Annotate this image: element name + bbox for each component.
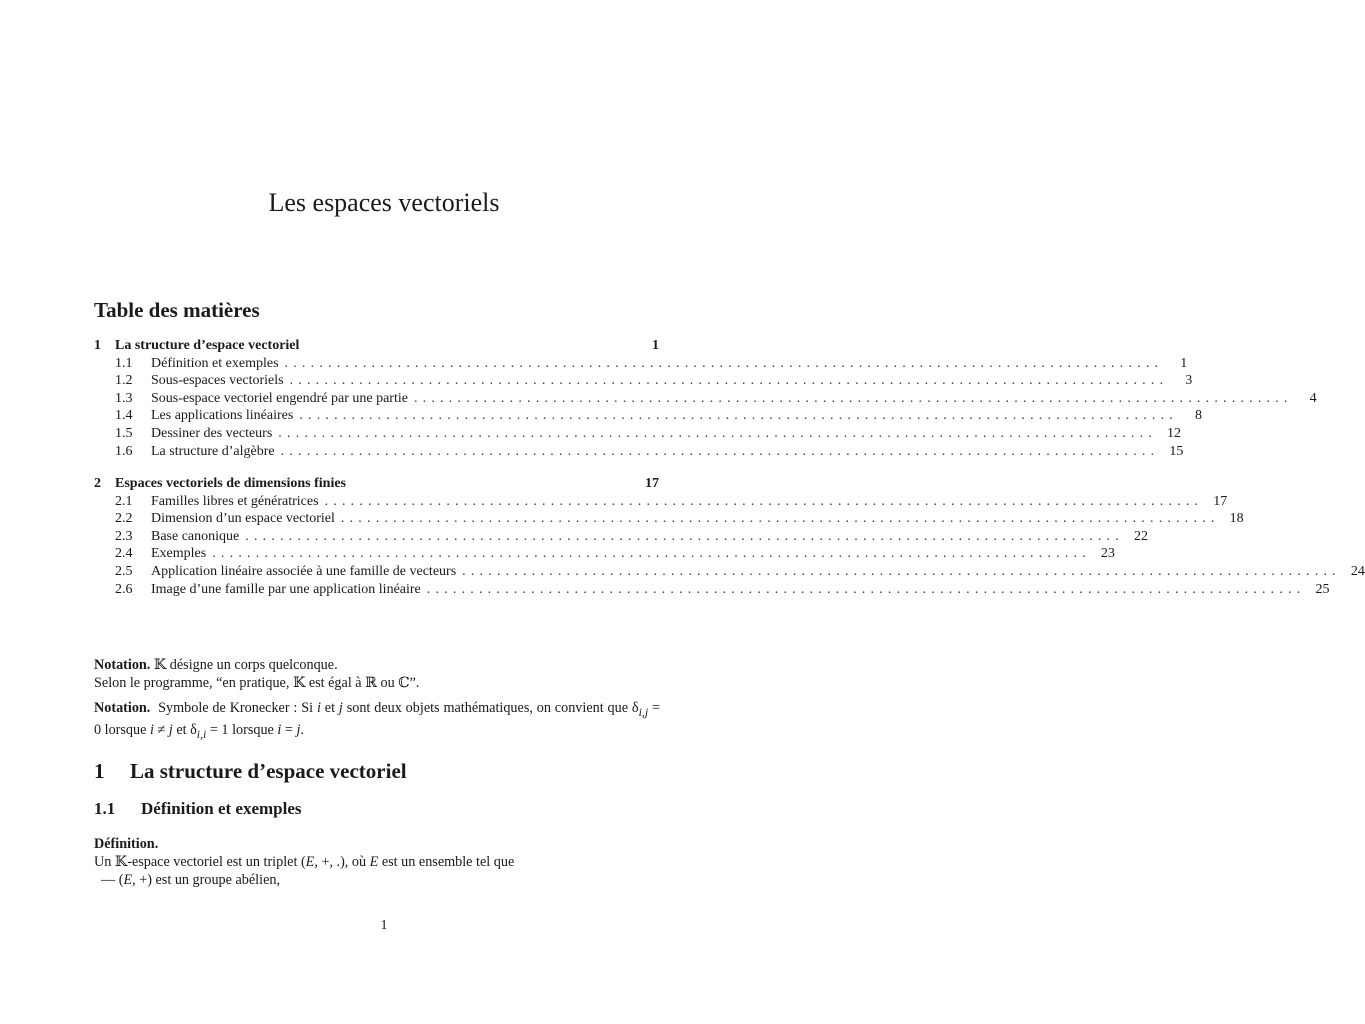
toc-number: 2.4 — [115, 546, 133, 562]
toc-page: 12 — [1167, 425, 1181, 441]
toc-page: 23 — [1100, 546, 1115, 562]
toc-number: 1.2 — [115, 373, 133, 389]
toc-number: 1.5 — [115, 425, 133, 441]
toc-number: 1.1 — [115, 355, 133, 371]
toc-label: Espaces vectoriels de dimensions finies — [115, 476, 346, 491]
toc-entry[interactable] — [94, 372, 1193, 390]
toc-number: 1.6 — [115, 443, 133, 459]
subsection-title: Définition et exemples — [141, 799, 302, 818]
toc-entry[interactable] — [94, 475, 659, 493]
definition-text: Un 𝕂-espace vectoriel est un triplet (E, +, .), où E est un ensemble tel que — [94, 854, 515, 870]
toc-number: 2.2 — [115, 511, 133, 527]
definition-bullet: — (E, +) est un groupe abélien, — [101, 872, 281, 888]
toc-page: 4 — [1309, 390, 1317, 406]
notation-text: 𝕂 désigne un corps quelconque. — [153, 657, 338, 673]
kronecker-notation-paragraph: Notation. Symbole de Kronecker : Si i et j sont deux objets mathématiques, on convient que $\delta_{i,j} = 0$ lorsque i ≠ j et $\delta_{i,i} = 1$ lorsque i = j. — [94, 700, 660, 741]
toc-label: La structure d’algèbre — [151, 443, 275, 459]
toc-entry[interactable] — [94, 337, 659, 355]
toc-entry[interactable] — [94, 528, 1148, 546]
toc-label: Dimension d’un espace vectoriel — [151, 511, 335, 527]
toc-label: Base canonique — [151, 528, 240, 544]
toc-number: 2.6 — [115, 581, 133, 597]
toc-number: 1.3 — [115, 390, 133, 406]
toc-label: La structure d’espace vectoriel — [115, 338, 300, 353]
subsection-number: 1.1 — [94, 799, 116, 818]
toc-entry[interactable] — [94, 425, 1181, 443]
toc-page: 1 — [652, 338, 659, 353]
page-number: 1 — [380, 918, 388, 933]
toc-leader: ..................................................................................................... — [278, 425, 1157, 441]
toc-heading: Table des matières — [94, 298, 260, 322]
section-title: La structure d’espace vectoriel — [130, 759, 407, 783]
toc-label: Définition et exemples — [151, 355, 279, 371]
toc-entry[interactable] — [94, 407, 1202, 425]
toc-entry[interactable] — [94, 563, 1365, 581]
toc-label: Familles libres et génératrices — [151, 493, 319, 509]
toc-number: 2 — [94, 476, 101, 491]
subsection-heading — [94, 799, 302, 819]
toc-page: 15 — [1169, 443, 1184, 459]
toc-leader: ..................................................................................................... — [289, 373, 1169, 389]
toc-entry[interactable] — [94, 510, 1244, 528]
toc-label: Exemples — [151, 546, 207, 562]
notation-label: Notation. — [94, 700, 151, 716]
notation-paragraph — [94, 656, 660, 692]
toc-number: 2.3 — [115, 528, 133, 544]
toc-page: 17 — [645, 476, 659, 491]
toc-entry[interactable] — [94, 493, 1228, 511]
toc-page: 1 — [1180, 355, 1188, 371]
toc-label: Les applications linéaires — [151, 408, 294, 424]
notation-text: Selon le programme, “en pratique, 𝕂 est égal à ℝ ou ℂ”. — [94, 675, 420, 691]
document-title: Les espaces vectoriels — [268, 188, 500, 217]
toc-label: Sous-espace vectoriel engendré par une partie — [151, 390, 408, 406]
toc-label: Image d’une famille par une application linéaire — [151, 581, 421, 597]
toc-label: Dessiner des vecteurs — [151, 425, 273, 441]
toc-section-1 — [94, 337, 1317, 460]
toc-leader: ..................................................................................................... — [280, 443, 1160, 459]
toc-page: 18 — [1229, 511, 1244, 527]
toc-leader: ..................................................................................................... — [340, 511, 1220, 527]
definition-label: Définition. — [94, 836, 159, 852]
toc-entry[interactable] — [94, 390, 1317, 408]
toc-entry[interactable] — [94, 545, 1115, 563]
toc-page: 25 — [1315, 581, 1330, 597]
toc-page: 17 — [1213, 493, 1228, 509]
toc-leader: ..................................................................................................... — [413, 390, 1293, 406]
toc-leader: ..................................................................................................... — [245, 528, 1124, 544]
toc-number: 2.5 — [115, 563, 133, 579]
toc-page: 3 — [1185, 373, 1193, 389]
toc-page: 24 — [1350, 563, 1365, 579]
toc-entry[interactable] — [94, 443, 1184, 461]
section-number: 1 — [94, 759, 105, 783]
toc-page: 8 — [1195, 408, 1202, 424]
toc-entry[interactable] — [94, 581, 1330, 599]
toc-leader: ..................................................................................................... — [284, 355, 1164, 371]
toc-number: 1 — [94, 338, 101, 353]
toc-leader: ..................................................................................................... — [299, 408, 1178, 424]
toc-number: 1.4 — [115, 408, 133, 424]
section-heading — [94, 759, 407, 784]
toc-page: 22 — [1133, 528, 1148, 544]
toc-leader: ..................................................................................................... — [212, 546, 1091, 562]
toc-leader: ..................................................................................................... — [426, 581, 1306, 597]
notation-label: Notation. — [94, 657, 151, 673]
toc-leader: ..................................................................................................... — [324, 493, 1204, 509]
toc-section-2 — [94, 475, 1365, 598]
toc-number: 2.1 — [115, 493, 133, 509]
toc-label: Sous-espaces vectoriels — [151, 373, 284, 389]
toc-leader: ..................................................................................................... — [462, 563, 1341, 579]
toc-entry[interactable] — [94, 355, 1188, 373]
toc-label: Application linéaire associée à une famille de vecteurs — [151, 563, 457, 579]
